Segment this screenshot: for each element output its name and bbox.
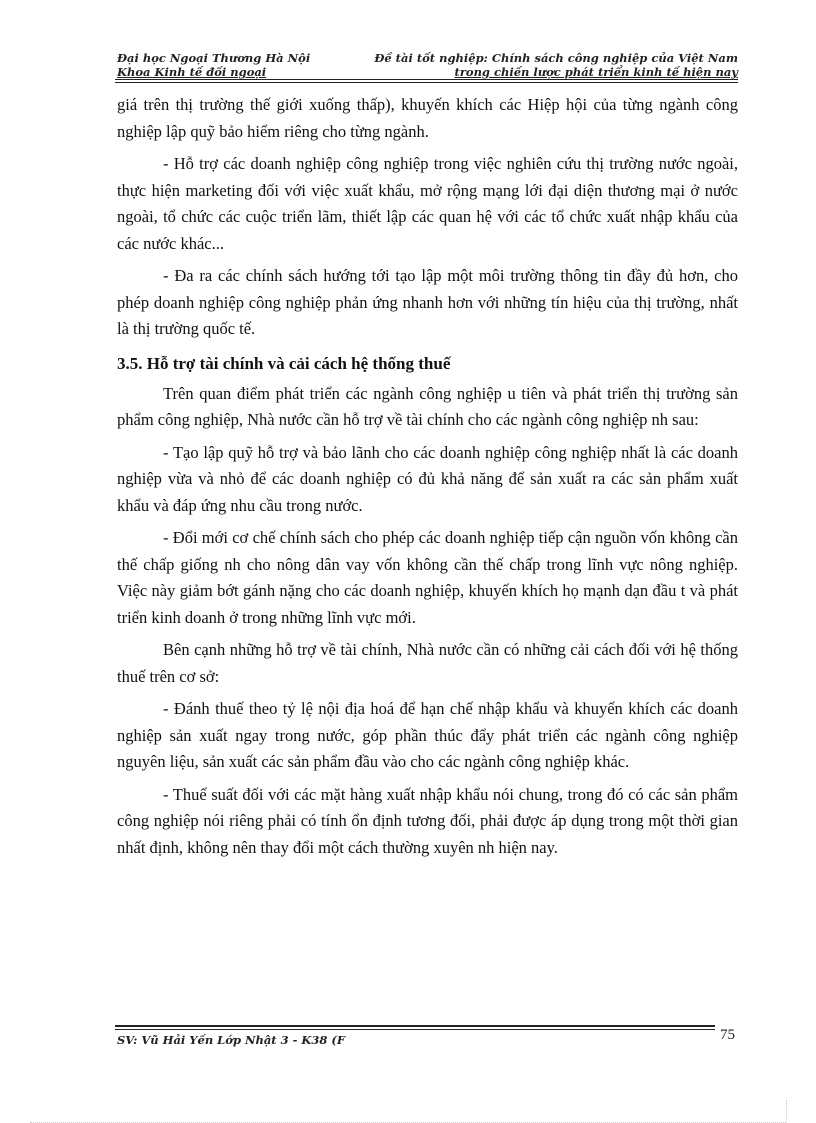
footer-rule-top	[115, 1025, 715, 1027]
header-university: Đại học Ngoại Thương Hà Nội	[117, 51, 311, 65]
document-body	[117, 92, 738, 867]
paragraph-1: giá trên thị trường thế giới xuống thấp), khuyến khích các Hiệp hội của từng ngành công nghiệp lập quỹ bảo hiểm riêng cho từng ngành.	[117, 95, 738, 141]
section-heading: 3.5. Hỗ trợ tài chính và cải cách hệ thống thuế	[117, 353, 451, 373]
header-rule-top	[115, 79, 738, 80]
header-rule-bottom	[115, 82, 738, 83]
paragraph-3: - Đa ra các chính sách hướng tới tạo lập một môi trường thông tin đầy đủ hơn, cho phép doanh nghiệp công nghiệp phản ứng nhanh hơn với những tín hiệu của thị trường, nhất là thị trường quốc tế.	[117, 266, 738, 338]
header-thesis-subtitle: trong chiến lược phát triển kinh tế hiện nay	[454, 65, 738, 79]
header-faculty: Khoa Kinh tế đối ngoại	[117, 65, 267, 79]
paragraph-8: - Đánh thuế theo tỷ lệ nội địa hoá để hạn chế nhập khẩu và khuyến khích các doanh nghiệp sản xuất ngay trong nước, góp phần thúc đẩy phát triển các ngành công nghiệp nguyên liệu, sản xuất các sản phẩm đầu vào cho các ngành công nghiệp khác.	[117, 699, 738, 771]
paragraph-7: Bên cạnh những hỗ trợ về tài chính, Nhà nước cần có những cải cách đối với hệ thống thuế trên cơ sở:	[117, 640, 738, 686]
paragraph-5: - Tạo lập quỹ hỗ trợ và bảo lãnh cho các doanh nghiệp công nghiệp nhất là các doanh nghiệp vừa và nhỏ để các doanh nghiệp có đủ khả năng để sản xuất ra các sản phẩm xuất khẩu và đáp ứng nhu cầu trong nước.	[117, 442, 738, 515]
footer-rule-bottom	[115, 1029, 715, 1030]
paragraph-6: - Đổi mới cơ chế chính sách cho phép các doanh nghiệp tiếp cận nguồn vốn không cần thế chấp giống nh cho nông dân vay vốn không cần thế chấp trong lĩnh vực nông nghiệp. Việc này giảm bớt gánh nặng cho các doanh nghiệp, khuyến khích họ mạnh dạn đầu t và phát triển kinh doanh ở trong những lĩnh vực mới.	[117, 528, 738, 627]
footer-author: SV: Vũ Hải Yến Lớp Nhật 3 - K38 (F	[117, 1033, 346, 1047]
paragraph-4: Trên quan điểm phát triển các ngành công nghiệp u tiên và phát triển thị trường sản phẩm công nghiệp, Nhà nước cần hỗ trợ về tài chính cho các ngành công nghiệp nh sau:	[117, 383, 738, 429]
page-number: 75	[720, 1027, 735, 1043]
paragraph-9: - Thuế suất đối với các mặt hàng xuất nhập khẩu nói chung, trong đó có các sản phẩm công nghiệp nói riêng phải có tính ổn định tương đối, phải được áp dụng trong một thời gian nhất định, không nên thay đổi một cách thường xuyên nh hiện nay.	[117, 784, 738, 857]
header-thesis-title: Đề tài tốt nghiệp: Chính sách công nghiệp của Việt Nam	[374, 51, 738, 65]
paragraph-2: - Hỗ trợ các doanh nghiệp công nghiệp trong việc nghiên cứu thị trường nước ngoài, thực hiện marketing đối với việc xuất khẩu, mở rộng mạng lới đại diện thương mại ở nước ngoài, tổ chức các cuộc triển lãm, thiết lập các quan hệ với các tổ chức xuất nhập khẩu của các nước khác...	[117, 154, 738, 253]
page-corner-dotted-line	[786, 1100, 787, 1122]
